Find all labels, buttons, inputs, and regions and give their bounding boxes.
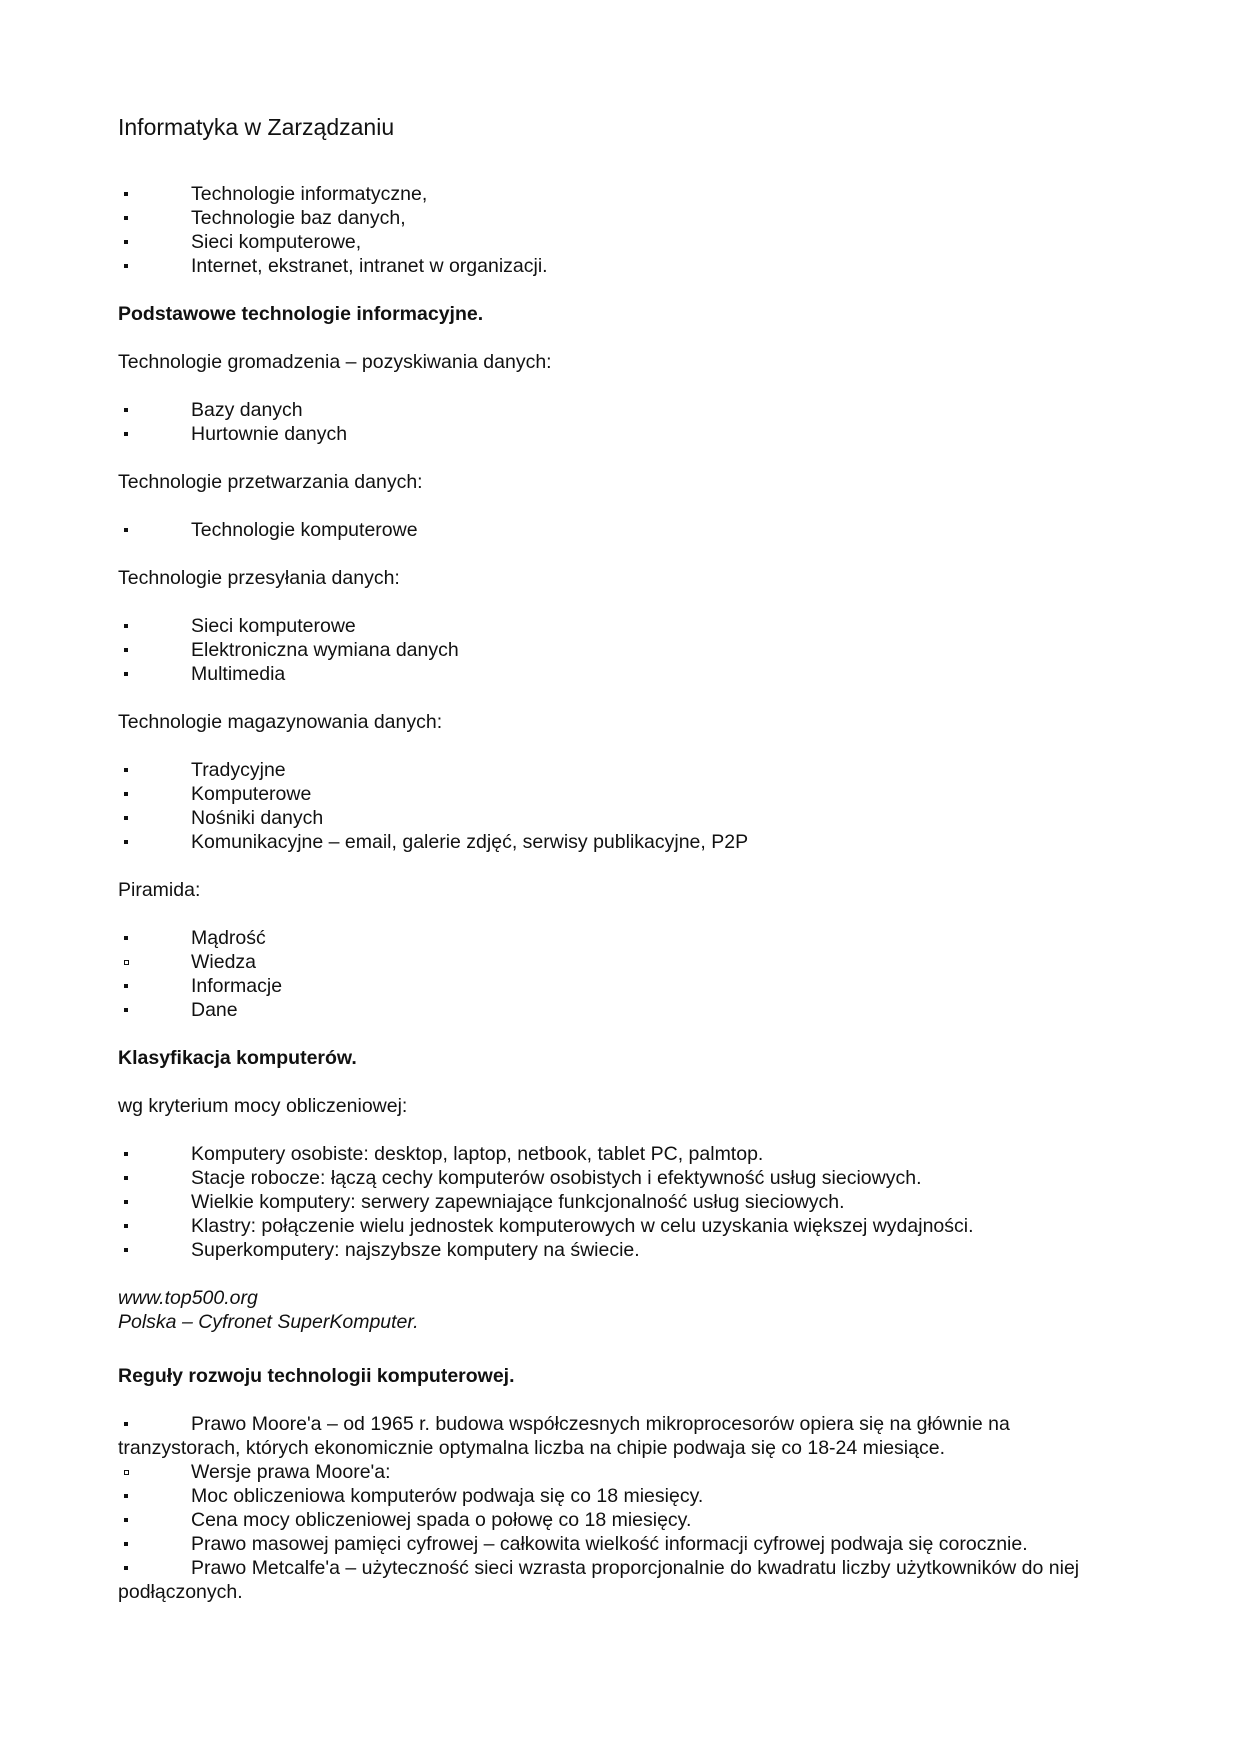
- list-item: Hurtownie danych: [118, 422, 1118, 446]
- list-item: Bazy danych: [118, 398, 1118, 422]
- bullet-icon: [124, 648, 128, 652]
- list-item: Multimedia: [118, 662, 1118, 686]
- group-list: [118, 398, 1118, 446]
- bullet-icon: [124, 792, 128, 796]
- bullet-icon: [124, 1542, 128, 1546]
- group-label: Technologie przesyłania danych:: [118, 567, 400, 589]
- bullet-icon: [124, 408, 128, 412]
- bullet-icon: [124, 768, 128, 772]
- group-list: [118, 614, 1118, 686]
- group-list: [118, 518, 1118, 542]
- group-label: Technologie gromadzenia – pozyskiwania danych:: [118, 351, 552, 373]
- list-item: Prawo Metcalfe'a – użyteczność sieci wzrasta proporcjonalnie do kwadratu liczby użytkowników do niej podłączonych.: [118, 1557, 1080, 1603]
- reference-block: [118, 1286, 1118, 1334]
- list-item: Internet, ekstranet, intranet w organizacji.: [118, 254, 1118, 278]
- intro-list: [118, 182, 1118, 278]
- list-item: Moc obliczeniowa komputerów podwaja się co 18 miesięcy.: [118, 1484, 1118, 1508]
- group-label: Technologie przetwarzania danych:: [118, 471, 423, 493]
- list-item: Technologie informatyczne,: [118, 182, 1118, 206]
- reference-note: Polska – Cyfronet SuperKomputer.: [118, 1311, 419, 1333]
- list-item: Wielkie komputery: serwery zapewniające funkcjonalność usług sieciowych.: [118, 1190, 1118, 1214]
- bullet-icon: [124, 240, 128, 244]
- section-heading: Reguły rozwoju technologii komputerowej.: [118, 1365, 515, 1387]
- list-item: Wiedza: [118, 950, 1118, 974]
- list-item: Nośniki danych: [118, 806, 1118, 830]
- list-item: Superkomputery: najszybsze komputery na świecie.: [118, 1238, 1118, 1262]
- list-item: Komputery osobiste: desktop, laptop, netbook, tablet PC, palmtop.: [118, 1142, 1118, 1166]
- list-item: Prawo masowej pamięci cyfrowej – całkowita wielkość informacji cyfrowej podwaja się corocznie.: [118, 1532, 1118, 1556]
- list-item: Mądrość: [118, 926, 1118, 950]
- document-title: Informatyka w Zarządzaniu: [118, 114, 395, 140]
- bullet-icon: [124, 936, 128, 940]
- bullet-icon: [124, 192, 128, 196]
- list-item: Sieci komputerowe: [118, 614, 1118, 638]
- bullet-icon: [124, 840, 128, 844]
- group-label: Piramida:: [118, 879, 201, 901]
- reference-link: www.top500.org: [118, 1287, 258, 1309]
- list-item: Dane: [118, 998, 1118, 1022]
- section-heading: Klasyfikacja komputerów.: [118, 1047, 357, 1069]
- group-list: [118, 926, 1118, 1022]
- classification-list: [118, 1142, 1118, 1262]
- bullet-icon: [124, 528, 128, 532]
- group-label: wg kryterium mocy obliczeniowej:: [118, 1095, 408, 1117]
- list-item: Technologie baz danych,: [118, 206, 1118, 230]
- list-item: Elektroniczna wymiana danych: [118, 638, 1118, 662]
- bullet-icon: [124, 1248, 128, 1252]
- bullet-icon: [124, 1494, 128, 1498]
- group-list: [118, 758, 1118, 854]
- list-item: Stacje robocze: łączą cechy komputerów osobistych i efektywność usług sieciowych.: [118, 1166, 1118, 1190]
- bullet-icon: [124, 264, 128, 268]
- bullet-icon: [124, 1224, 128, 1228]
- list-item: Cena mocy obliczeniowej spada o połowę co 18 miesięcy.: [118, 1508, 1118, 1532]
- hollow-bullet-icon: [124, 960, 129, 965]
- list-item: Technologie komputerowe: [118, 518, 1118, 542]
- bullet-icon: [124, 432, 128, 436]
- list-item: Tradycyjne: [118, 758, 1118, 782]
- document-page: [118, 112, 1118, 1628]
- bullet-icon: [124, 624, 128, 628]
- bullet-icon: [124, 1200, 128, 1204]
- rules-list: [118, 1412, 1118, 1604]
- list-item: Komunikacyjne – email, galerie zdjęć, serwisy publikacyjne, P2P: [118, 830, 1118, 854]
- list-item: Informacje: [118, 974, 1118, 998]
- list-item: Komputerowe: [118, 782, 1118, 806]
- list-item: Klastry: połączenie wielu jednostek komputerowych w celu uzyskania większej wydajności.: [118, 1214, 1118, 1238]
- bullet-icon: [124, 984, 128, 988]
- bullet-icon: [124, 1566, 128, 1570]
- bullet-icon: [124, 216, 128, 220]
- group-label: Technologie magazynowania danych:: [118, 711, 443, 733]
- bullet-icon: [124, 1176, 128, 1180]
- bullet-icon: [124, 1422, 128, 1426]
- list-item: Wersje prawa Moore'a:: [118, 1460, 1118, 1484]
- bullet-icon: [124, 816, 128, 820]
- list-item: Sieci komputerowe,: [118, 230, 1118, 254]
- bullet-icon: [124, 1008, 128, 1012]
- section-heading: Podstawowe technologie informacyjne.: [118, 303, 484, 325]
- bullet-icon: [124, 1152, 128, 1156]
- bullet-icon: [124, 672, 128, 676]
- bullet-icon: [124, 1518, 128, 1522]
- hollow-bullet-icon: [124, 1470, 129, 1475]
- list-item: Prawo Moore'a – od 1965 r. budowa współczesnych mikroprocesorów opiera się na głównie na tranzystorach, których ekonomicznie optymalna liczba na chipie podwaja się co 18-24 miesiące.: [118, 1413, 1010, 1459]
